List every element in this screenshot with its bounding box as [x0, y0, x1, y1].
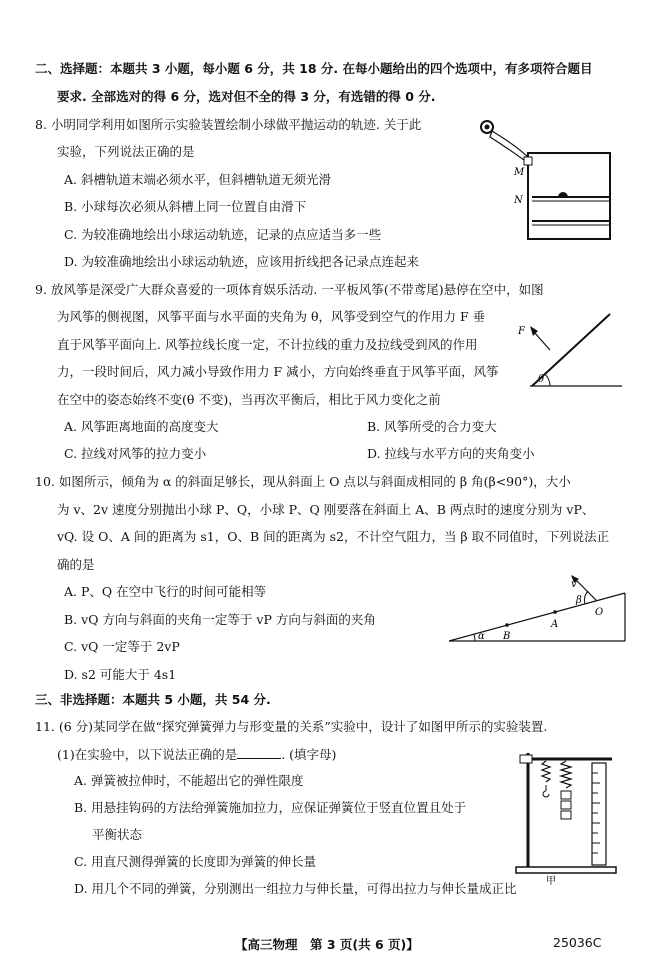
q9-stem-1: 9. 放风筝是深受广大群众喜爱的一项体育娱乐活动. 一平板风筝(不带鸢尾)悬停在空中，如图 [35, 282, 544, 297]
q10-option-b: B. vQ 方向与斜面的夹角一定等于 vP 方向与斜面的夹角 [64, 612, 376, 627]
q11-answer-blank [237, 746, 281, 759]
q9-option-b: B. 风筝所受的合力变大 [367, 419, 497, 434]
q11-option-b-cont: 平衡状态 [92, 827, 143, 842]
q10-label-alpha: α [478, 631, 485, 642]
q11-part-1 [57, 746, 336, 763]
q9-label-f: F [518, 326, 525, 337]
q8-option-c: C. 为较准确地绘出小球运动轨迹，记录的点应适当多一些 [64, 227, 382, 242]
q8-label-n: N [514, 195, 523, 206]
page-footer-title: 【高三物理 第 3 页(共 6 页)】 [235, 937, 419, 952]
q10-stem-1: 10. 如图所示，倾角为 α 的斜面足够长，现从斜面上 O 点以与斜面成相同的 β 角(β<90°)，大小 [35, 474, 571, 489]
q10-label-beta: β [576, 595, 582, 606]
q11-part-1-prompt: (1)在实验中，以下说法正确的是 [57, 747, 238, 762]
q10-option-a: A. P、Q 在空中飞行的时间可能相等 [64, 584, 267, 599]
q8-label-m: M [514, 167, 525, 178]
q11-part-1-suffix: . (填字母) [281, 747, 337, 762]
q11-option-c: C. 用直尺测得弹簧的长度即为弹簧的伸长量 [74, 854, 317, 869]
q11-stem: 11. (6 分)某同学在做“探究弹簧弹力与形变量的关系”实验中，设计了如图甲所示的实验装置. [35, 719, 548, 734]
q11-figure-caption: 甲 [546, 876, 556, 885]
q9-option-a: A. 风筝距离地面的高度变大 [64, 419, 219, 434]
q10-option-c: C. vQ 一定等于 2vP [64, 639, 180, 654]
q10-incline-figure [445, 575, 630, 645]
q9-option-c: C. 拉线对风筝的拉力变小 [64, 446, 207, 461]
q8-stem: 8. 小明同学利用如图所示实验装置绘制小球做平抛运动的轨迹. 关于此 [35, 117, 422, 132]
q11-spring-apparatus-figure [510, 745, 625, 885]
q8-stem-cont: 实验，下列说法正确的是 [57, 144, 195, 159]
q10-label-b: B [503, 631, 511, 642]
q9-option-d: D. 拉线与水平方向的夹角变小 [367, 446, 535, 461]
q9-stem-5: 在空中的姿态始终不变(θ 不变)，当再次平衡后，相比于风力变化之前 [57, 392, 441, 407]
q9-stem-3: 直于风筝平面向上. 风筝拉线长度一定，不计拉线的重力及拉线受到风的作用 [57, 337, 478, 352]
q8-option-a: A. 斜槽轨道末端必须水平，但斜槽轨道无须光滑 [64, 172, 331, 187]
q8-option-b: B. 小球每次必须从斜槽上同一位置自由滑下 [64, 199, 307, 214]
q8-apparatus-figure [470, 115, 630, 245]
q10-option-d: D. s2 可能大于 4s1 [64, 667, 177, 682]
q10-stem-3: vQ. 设 O、A 间的距离为 s1，O、B 间的距离为 s2，不计空气阻力，当 β 取不同值时，下列说法正 [57, 529, 610, 544]
q11-option-d: D. 用几个不同的弹簧，分别测出一组拉力与伸长量，可得出拉力与伸长量成正比 [74, 881, 517, 896]
q9-kite-figure [510, 310, 625, 395]
q10-stem-4: 确的是 [57, 557, 95, 572]
q11-option-a: A. 弹簧被拉伸时，不能超出它的弹性限度 [74, 773, 304, 788]
q10-label-o: O [595, 607, 604, 618]
q9-stem-4: 力，一段时间后，风力减小导致作用力 F 减小，方向始终垂直于风筝平面，风筝 [57, 364, 499, 379]
q10-label-a: A [551, 619, 559, 630]
q11-option-b: B. 用悬挂钩码的方法给弹簧施加拉力，应保证弹簧位于竖直位置且处于 [74, 800, 467, 815]
q10-label-v: v [571, 579, 577, 590]
q10-stem-2: 为 v、2v 速度分别抛出小球 P、Q，小球 P、Q 刚要落在斜面上 A、B 两点时的速度分别为 vP、 [57, 502, 595, 517]
section-2-heading-cont: 要求. 全部选对的得 6 分，选对但不全的得 3 分，有选错的得 0 分. [57, 89, 436, 104]
section-2-heading: 二、选择题：本题共 3 小题，每小题 6 分，共 18 分. 在每小题给出的四个选项中，有多项符合题目 [35, 61, 593, 76]
q8-option-d: D. 为较准确地绘出小球运动轨迹，应该用折线把各记录点连起来 [64, 254, 420, 269]
section-3-heading: 三、非选择题：本题共 5 小题，共 54 分. [35, 692, 271, 707]
q9-stem-2: 为风筝的侧视图，风筝平面与水平面的夹角为 θ，风筝受到空气的作用力 F 垂 [57, 309, 486, 324]
paper-code: 25036C [553, 935, 602, 950]
q9-label-theta: θ [538, 374, 545, 385]
